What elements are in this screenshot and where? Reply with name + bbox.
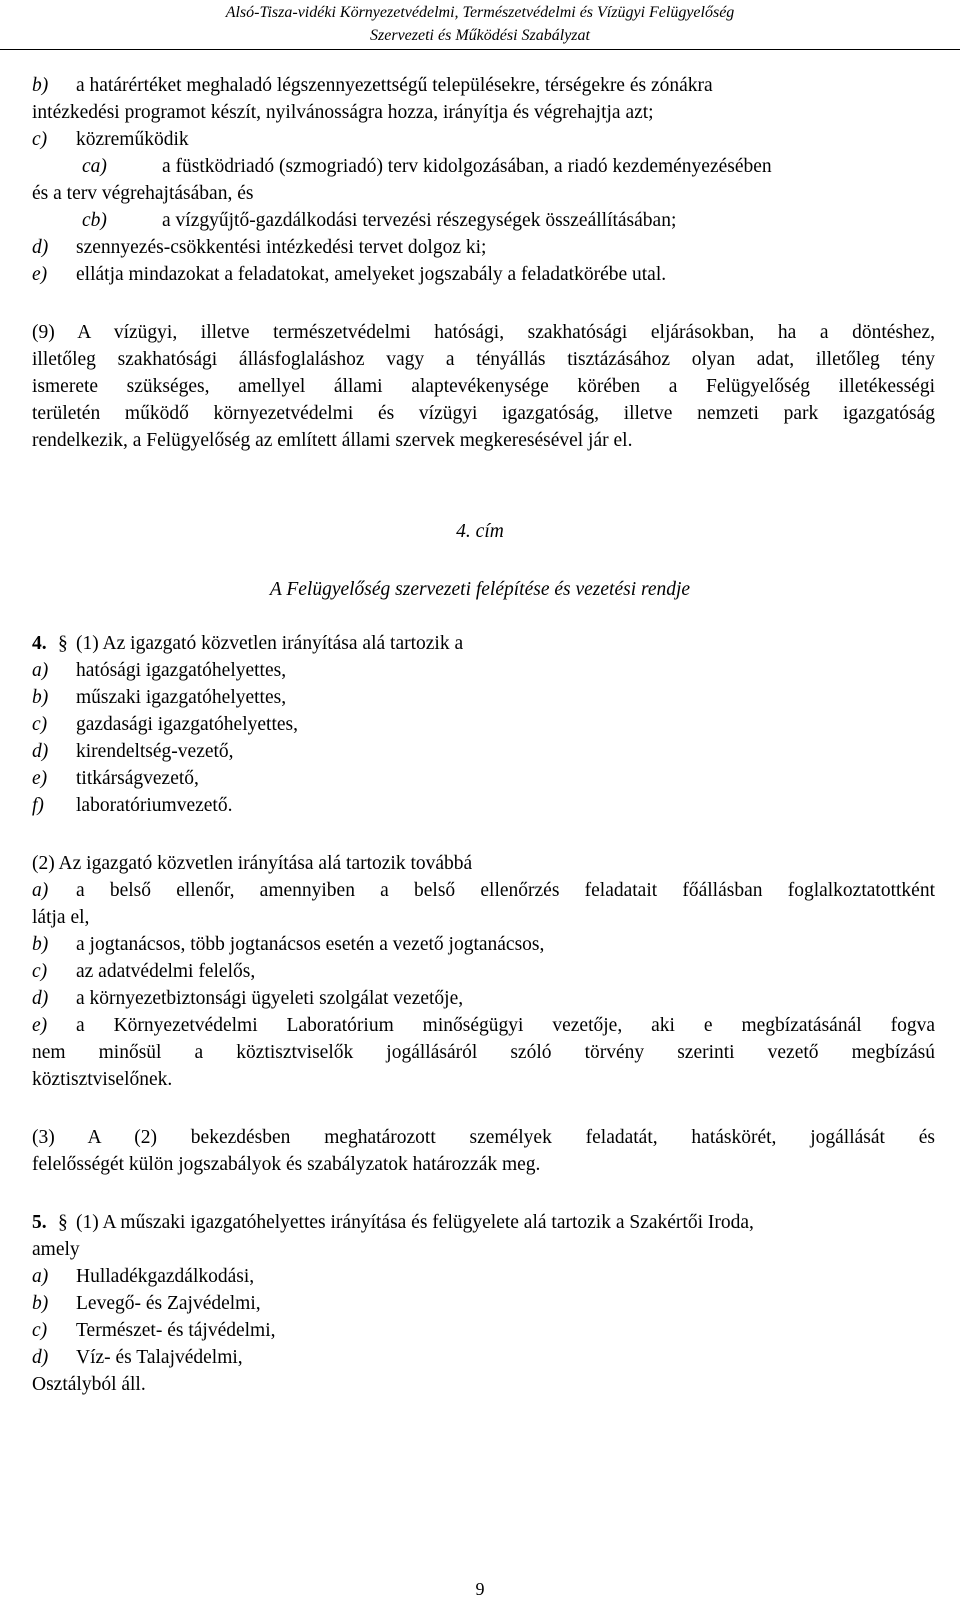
item-marker: ca)	[82, 156, 107, 177]
list-item-ca-continued: és a terv végrehajtásában, és	[32, 183, 254, 204]
item-marker: d)	[32, 237, 49, 258]
item-text: a vízgyűjtő-gazdálkodási tervezési részegységek összeállításában;	[162, 210, 677, 231]
item-text: Levegő- és Zajvédelmi,	[76, 1293, 261, 1314]
item-text: hatósági igazgatóhelyettes,	[76, 660, 287, 681]
item-text: közreműködik	[76, 129, 189, 150]
item-marker: cb)	[82, 210, 107, 231]
section-5-paragraph-1-intro: (1) A műszaki igazgatóhelyettes irányítása és felügyelete alá tartozik a Szakértői Iroda,	[76, 1212, 754, 1233]
paragraph-9-line: (9) A vízügyi, illetve természetvédelmi hatósági, szakhatósági eljárásokban, ha a döntéshez,	[32, 322, 935, 343]
paragraph-9-line: területén működő környezetvédelmi és vízügyi igazgatóság, illetve nemzeti park igazgatóság	[32, 403, 935, 424]
item-text: gazdasági igazgatóhelyettes,	[76, 714, 298, 735]
list-item	[32, 1317, 935, 1344]
list-item-continued: nem minősül a köztisztviselők jogállásáról szóló törvény szerinti vezető megbízású	[32, 1042, 935, 1063]
item-marker: c)	[32, 714, 48, 735]
section-sign: §	[58, 633, 68, 654]
list-item	[32, 931, 935, 958]
list-item	[32, 765, 935, 792]
item-text: az adatvédelmi felelős,	[76, 961, 256, 982]
list-item	[32, 792, 935, 819]
item-marker: b)	[32, 934, 49, 955]
item-marker: a)	[32, 880, 49, 901]
list-item-b	[32, 72, 935, 99]
chapter-title: A Felügyelőség szervezeti felépítése és vezetési rendje	[269, 579, 691, 600]
item-marker: e)	[32, 1015, 48, 1036]
item-marker: d)	[32, 988, 49, 1009]
list-item	[32, 711, 935, 738]
list-item	[32, 684, 935, 711]
list-item	[32, 738, 935, 765]
section-5-paragraph-1-continued: amely	[32, 1239, 80, 1260]
item-text: a Környezetvédelmi Laboratórium minőségügyi vezetője, aki e megbízatásánál fogva	[76, 1015, 935, 1036]
item-marker: c)	[32, 1320, 48, 1341]
paragraph-9-line: ismerete szükséges, amellyel állami alaptevékenysége körében a Felügyelőség illetékességi	[32, 376, 935, 397]
item-marker: f)	[32, 795, 44, 816]
list-item-c	[32, 126, 935, 153]
list-item-cb	[82, 207, 935, 234]
list-item	[32, 1290, 935, 1317]
section-number: 4.	[32, 633, 47, 654]
item-marker: b)	[32, 75, 49, 96]
item-text: a belső ellenőr, amennyiben a belső ellenőrzés feladatait főállásban foglalkoztatottként	[76, 880, 935, 901]
paragraph-9-line: illetőleg szakhatósági állásfoglaláshoz vagy a tényállás tisztázásához olyan adat, illetőleg tény	[32, 349, 935, 370]
paragraph-9-line: rendelkezik, a Felügyelőség az említett állami szervek megkeresésével jár el.	[32, 430, 633, 451]
list-item	[32, 1344, 935, 1371]
item-marker: a)	[32, 660, 49, 681]
item-text: a határértéket meghaladó légszennyezettségű településekre, térségekre és zónákra	[76, 75, 713, 96]
header-document-title: Szervezeti és Működési Szabályzat	[370, 27, 590, 44]
section-5-heading	[32, 1209, 935, 1236]
item-text: Természet- és tájvédelmi,	[76, 1320, 276, 1341]
item-marker: c)	[32, 129, 48, 150]
item-text: Víz- és Talajvédelmi,	[76, 1347, 243, 1368]
item-text: kirendeltség-vezető,	[76, 741, 234, 762]
list-item-continued: köztisztviselőnek.	[32, 1069, 173, 1090]
item-marker: b)	[32, 1293, 49, 1314]
item-text: a jogtanácsos, több jogtanácsos esetén a vezető jogtanácsos,	[76, 934, 545, 955]
item-text: műszaki igazgatóhelyettes,	[76, 687, 287, 708]
list-item	[32, 657, 935, 684]
item-text: a füstködriadó (szmogriadó) terv kidolgozásában, a riadó kezdeményezésében	[162, 156, 772, 177]
section-4-paragraph-3-line: (3) A (2) bekezdésben meghatározott személyek feladatát, hatáskörét, jogállását és	[32, 1127, 935, 1148]
list-item	[32, 985, 935, 1012]
chapter-number: 4. cím	[456, 521, 504, 542]
list-item-b-continued: intézkedési programot készít, nyilvánosságra hozza, irányítja és végrehajtja azt;	[32, 102, 654, 123]
section-4-paragraph-1-intro: (1) Az igazgató közvetlen irányítása alá tartozik a	[76, 633, 464, 654]
list-item-d	[32, 234, 935, 261]
page-header	[0, 0, 960, 50]
header-organization: Alsó-Tisza-vidéki Környezetvédelmi, Természetvédelmi és Vízügyi Felügyelőség	[225, 4, 735, 21]
list-item	[32, 877, 935, 904]
section-4-paragraph-3-line: felelősségét külön jogszabályok és szabályzatok határozzák meg.	[32, 1154, 541, 1175]
list-item-e	[32, 261, 935, 288]
item-text: Hulladékgazdálkodási,	[76, 1266, 255, 1287]
page-number: 9	[475, 1579, 485, 1599]
list-item	[32, 1012, 935, 1039]
list-item-continued: látja el,	[32, 907, 90, 928]
item-text: a környezetbiztonsági ügyeleti szolgálat vezetője,	[76, 988, 464, 1009]
item-text: ellátja mindazokat a feladatokat, amelyeket jogszabály a feladatkörébe utal.	[76, 264, 667, 285]
list-item	[32, 958, 935, 985]
item-text: laboratóriumvezető.	[76, 795, 233, 816]
list-item	[32, 1263, 935, 1290]
item-marker: e)	[32, 768, 48, 789]
item-marker: a)	[32, 1266, 49, 1287]
item-marker: b)	[32, 687, 49, 708]
section-number: 5.	[32, 1212, 47, 1233]
item-marker: c)	[32, 961, 48, 982]
section-4-heading	[32, 630, 935, 657]
section-4-paragraph-2-intro: (2) Az igazgató közvetlen irányítása alá tartozik továbbá	[32, 853, 473, 874]
item-marker: d)	[32, 1347, 49, 1368]
section-5-closing: Osztályból áll.	[32, 1374, 146, 1395]
section-sign: §	[58, 1212, 68, 1233]
item-marker: d)	[32, 741, 49, 762]
item-text: titkárságvezető,	[76, 768, 199, 789]
item-text: szennyezés-csökkentési intézkedési tervet dolgoz ki;	[76, 237, 487, 258]
list-item-ca	[82, 153, 935, 180]
item-marker: e)	[32, 264, 48, 285]
